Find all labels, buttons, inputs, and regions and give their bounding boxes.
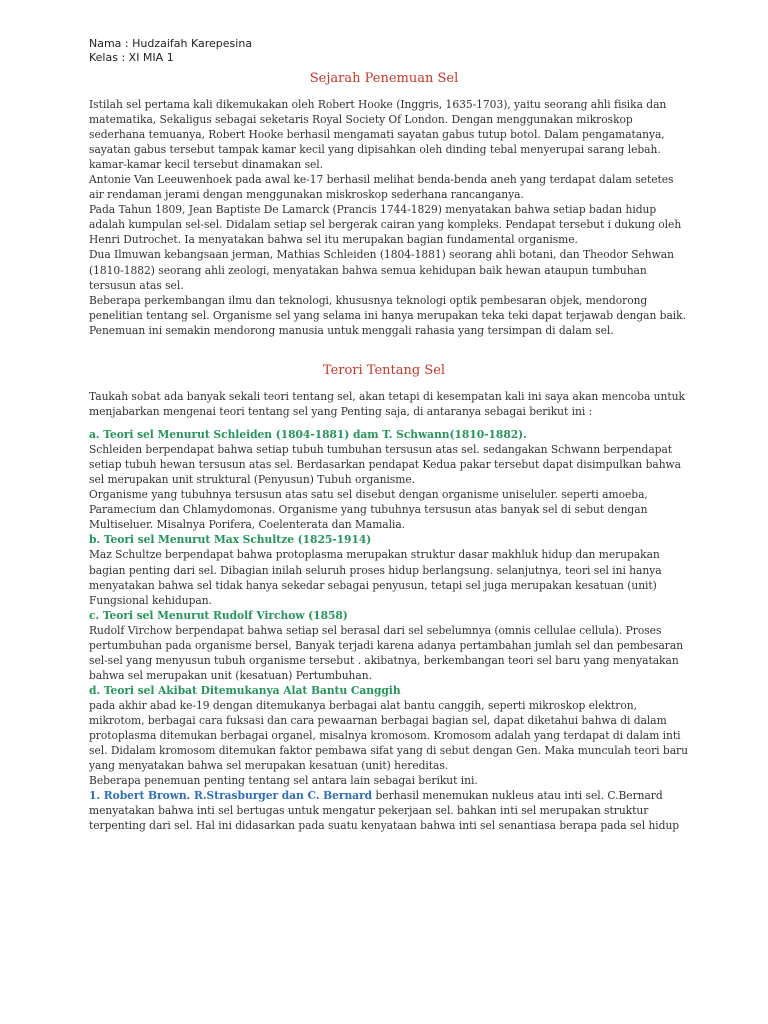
subheading-a: a. Teori sel Menurut Schleiden (1804-1881) dam T. Schwann(1810-1882). <box>89 428 527 442</box>
list-item-text: berhasil menemukan nukleus atau inti sel. C.Bernard menyatakan bahwa inti sel bertugas untuk mengatur pekerjaan sel. bahkan inti sel merupakan struktur terpenting dari sel. Hal ini didasarkan pada suatu kenyataan bahwa inti sel senantiasa berapa pada sel hidup <box>89 789 680 833</box>
paragraph: Maz Schultze berpendapat bahwa protoplasma merupakan struktur dasar makhluk hidup dan merupakan bagian penting dari sel. Dibagian inilah seluruh proses hidup berlangsung. selanjutnya, teori sel ini hanya menyatakan bahwa sel tidak hanya sekedar sebagai penyusun, tetapi sel juga merupakan kesatuan (unit) Fungsional kehidupan. <box>89 548 662 607</box>
subheading-d: d. Teori sel Akibat Ditemukanya Alat Bantu Canggih <box>89 683 401 697</box>
paragraph: Schleiden berpendapat bahwa setiap tubuh tumbuhan tersusun atas sel. sedangakan Schwann berpendapat setiap tubuh hewan tersusun atas sel. Berdasarkan pendapat Kedua pakar tersebut dapat disimpulkan bahwa sel merupakan unit struktural (Penyusun) Tubuh organisme. <box>89 443 681 487</box>
paragraph: Organisme yang tubuhnya tersusun atas satu sel disebut dengan organisme uniseluler. seperti amoeba, Paramecium dan Chlamydomonas. Organisme yang tubuhnya tersusun atas banyak sel di sebut dengan Multiseluer. Misalnya Porifera, Coelenterata dan Mamalia. <box>89 488 648 532</box>
intro-paragraph: Taukah sobat ada banyak sekali teori tentang sel, akan tetapi di kesempatan kali ini saya akan mencoba untuk menjabarkan mengenai teori tentang sel yang Penting saja, di antaranya sebagai berikut ini : <box>89 390 685 419</box>
section-title-sejarah: Sejarah Penemuan Sel <box>309 71 459 86</box>
section-title-teori: Terori Tentang Sel <box>322 363 446 378</box>
list-item <box>89 788 689 833</box>
paragraph: pada akhir abad ke-19 dengan ditemukanya berbagai alat bantu canggih, seperti mikroskop elektron, mikrotom, berbagai cara fuksasi dan cara pewaarnan berbagai bagian sel, dapat diketahui bahwa di dalam protoplasma ditemukan berbagai organel, misalnya kromosom. Kromosom adalah yang terdapat di dalam inti sel. Didalam kromosom ditemukan faktor pembawa sifat yang di sebut dengan Gen. Maka munculah teori baru yang menyatakan bahwa sel merupakan kesatuan (unit) hereditas. <box>89 698 688 773</box>
subheading-c: c. Teori sel Menurut Rudolf Virchow (1858) <box>89 608 348 622</box>
student-info <box>89 37 252 65</box>
list-item-heading: 1. Robert Brown. R.Strasburger dan C. Bernard <box>89 789 373 803</box>
paragraph: Antonie Van Leeuwenhoek pada awal ke-17 berhasil melihat benda-benda aneh yang terdapat dalam setetes air rendaman jerami dengan menggunakan miskroskop sederhana rancanganya. <box>89 173 674 202</box>
paragraph: Dua Ilmuwan kebangsaan jerman, Mathias Schleiden (1804-1881) seorang ahli botani, dan Theodor Sehwan (1810-1882) seorang ahli zeologi, menyatakan bahwa semua kehidupan baik hewan ataupun tumbuhan tersusun atas sel. <box>89 248 674 292</box>
student-name: Nama : Hudzaifah Karepesina <box>89 37 253 50</box>
paragraph: Pada Tahun 1809, Jean Baptiste De Lamarck (Prancis 1744-1829) menyatakan bahwa setiap badan hidup adalah kumpulan sel-sel. Didalam setiap sel bergerak cairan yang kompleks. Pendapat tersebut i dukung oleh Henri Dutrochet. Ia menyatakan bahwa sel itu merupakan bagian fundamental organisme. <box>89 203 682 247</box>
paragraph: Istilah sel pertama kali dikemukakan oleh Robert Hooke (Inggris, 1635-1703), yaitu seorang ahli fisika dan matematika, Sekaligus sebagai seketaris Royal Society Of London. Dengan menggunakan mikroskop sederhana temuanya, Robert Hooke berhasil mengamati sayatan gabus tutup botol. Dalam pengamatanya, sayatan gabus tersebut tampak kamar kecil yang dipisahkan oleh dinding tebal menyerupai sarang lebah. kamar-kamar kecil tersebut dinamakan sel. <box>89 98 667 172</box>
paragraph: Beberapa penemuan penting tentang sel antara lain sebagai berikut ini. <box>89 774 478 788</box>
spacer <box>89 419 689 427</box>
section-body-teori <box>89 389 689 833</box>
student-class: Kelas : XI MIA 1 <box>89 51 174 64</box>
subheading-b: b. Teori sel Menurut Max Schultze (1825-1914) <box>89 533 372 547</box>
paragraph: Rudolf Virchow berpendapat bahwa setiap sel berasal dari sel sebelumnya (omnis cellulae cellula). Proses pertumbuhan pada organisme bersel, Banyak terjadi karena adanya pertambahan jumlah sel dan pembesaran sel-sel yang menyusun tubuh organisme tersebut . akibatnya, berkembangan teori sel baru yang menyatakan bahwa sel merupakan unit (kesatuan) Pertumbuhan. <box>89 623 684 682</box>
section-body-sejarah <box>89 97 689 338</box>
paragraph: Beberapa perkembangan ilmu dan teknologi, khususnya teknologi optik pembesaran objek, mendorong penelitian tentang sel. Organisme sel yang selama ini hanya merupakan teka teki dapat terjawab dengan baik. Penemuan ini semakin mendorong manusia untuk menggali rahasia yang tersimpan di dalam sel. <box>89 293 686 337</box>
